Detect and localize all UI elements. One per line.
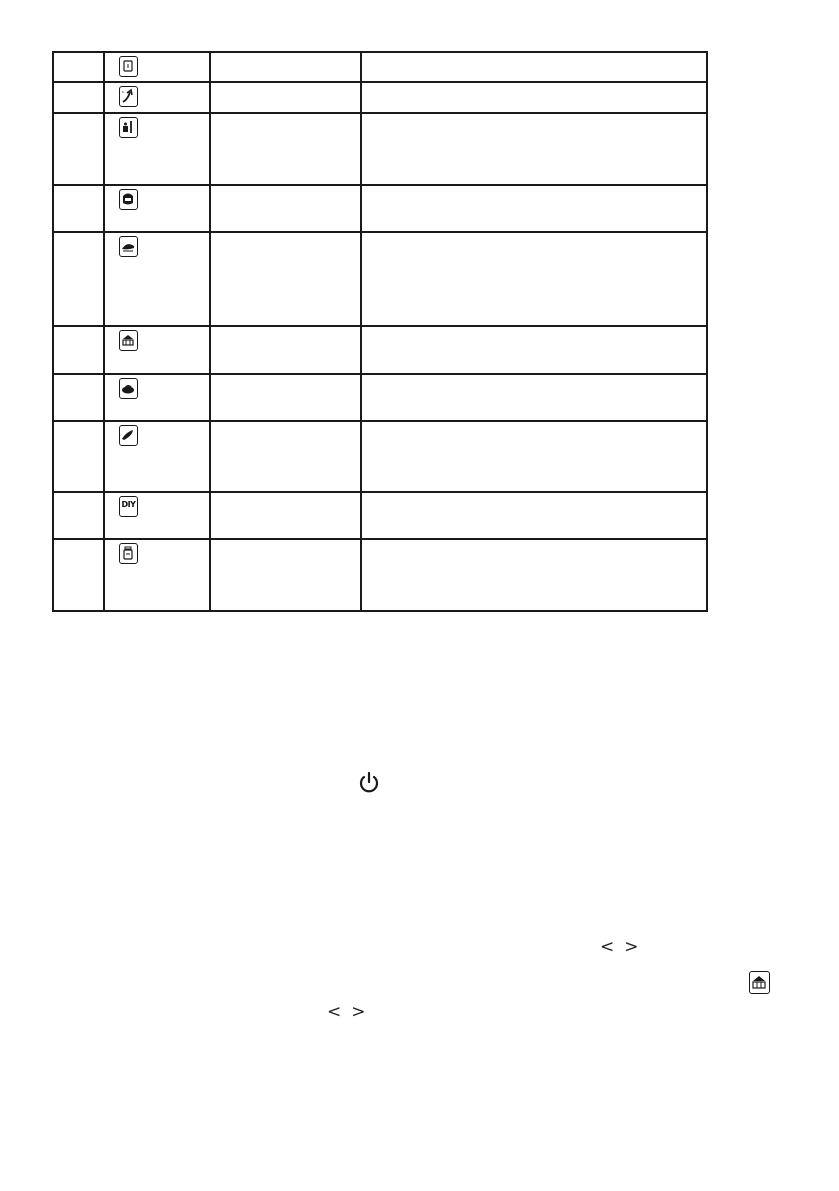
row-name <box>210 52 361 82</box>
jar-icon <box>119 543 138 564</box>
pizza-icon <box>119 378 138 399</box>
power-icon <box>358 770 380 794</box>
row-name <box>210 492 361 539</box>
table-row <box>53 326 707 374</box>
row-number <box>53 421 104 492</box>
row-name <box>210 113 361 185</box>
table-row <box>53 421 707 492</box>
table-row <box>53 113 707 185</box>
diy-icon-text: DIY <box>121 500 136 509</box>
row-name <box>210 539 361 611</box>
table-row <box>53 52 707 82</box>
row-number <box>53 374 104 421</box>
row-number <box>53 326 104 374</box>
prev-next-arrows <box>327 1004 376 1021</box>
chevron-right-icon: > <box>351 1002 366 1022</box>
chevron-left-icon: < <box>327 1002 342 1022</box>
row-description <box>361 492 707 539</box>
row-name <box>210 185 361 232</box>
program-table <box>52 51 708 612</box>
row-number <box>53 492 104 539</box>
svg-text:c: c <box>122 89 124 94</box>
prev-next-arrows <box>600 939 649 956</box>
row-name <box>210 374 361 421</box>
row-description <box>361 421 707 492</box>
table-row <box>53 82 707 113</box>
row-description <box>361 185 707 232</box>
diy-icon <box>119 496 138 517</box>
chevron-right-icon: > <box>624 937 639 957</box>
row-description <box>361 113 707 185</box>
table-row <box>53 232 707 326</box>
row-description <box>361 539 707 611</box>
table-row <box>53 539 707 611</box>
poultry-icon <box>119 189 138 210</box>
table-row <box>53 374 707 421</box>
fish-icon <box>119 236 138 257</box>
row-number <box>53 82 104 113</box>
reheat-arrow-icon <box>119 86 138 107</box>
timer-panel-icon <box>119 56 138 77</box>
row-number <box>53 539 104 611</box>
cake-icon <box>119 330 138 351</box>
cutlery-icon <box>119 117 138 138</box>
cake-icon <box>749 971 770 994</box>
chevron-left-icon: < <box>600 937 615 957</box>
row-number <box>53 52 104 82</box>
vegetable-icon <box>119 425 138 446</box>
row-number <box>53 113 104 185</box>
row-name <box>210 232 361 326</box>
row-name <box>210 421 361 492</box>
row-number <box>53 185 104 232</box>
row-description <box>361 52 707 82</box>
table-row <box>53 185 707 232</box>
row-number <box>53 232 104 326</box>
row-description <box>361 82 707 113</box>
row-description <box>361 232 707 326</box>
row-description <box>361 374 707 421</box>
row-description <box>361 326 707 374</box>
row-name <box>210 82 361 113</box>
table-row <box>53 492 707 539</box>
row-name <box>210 326 361 374</box>
